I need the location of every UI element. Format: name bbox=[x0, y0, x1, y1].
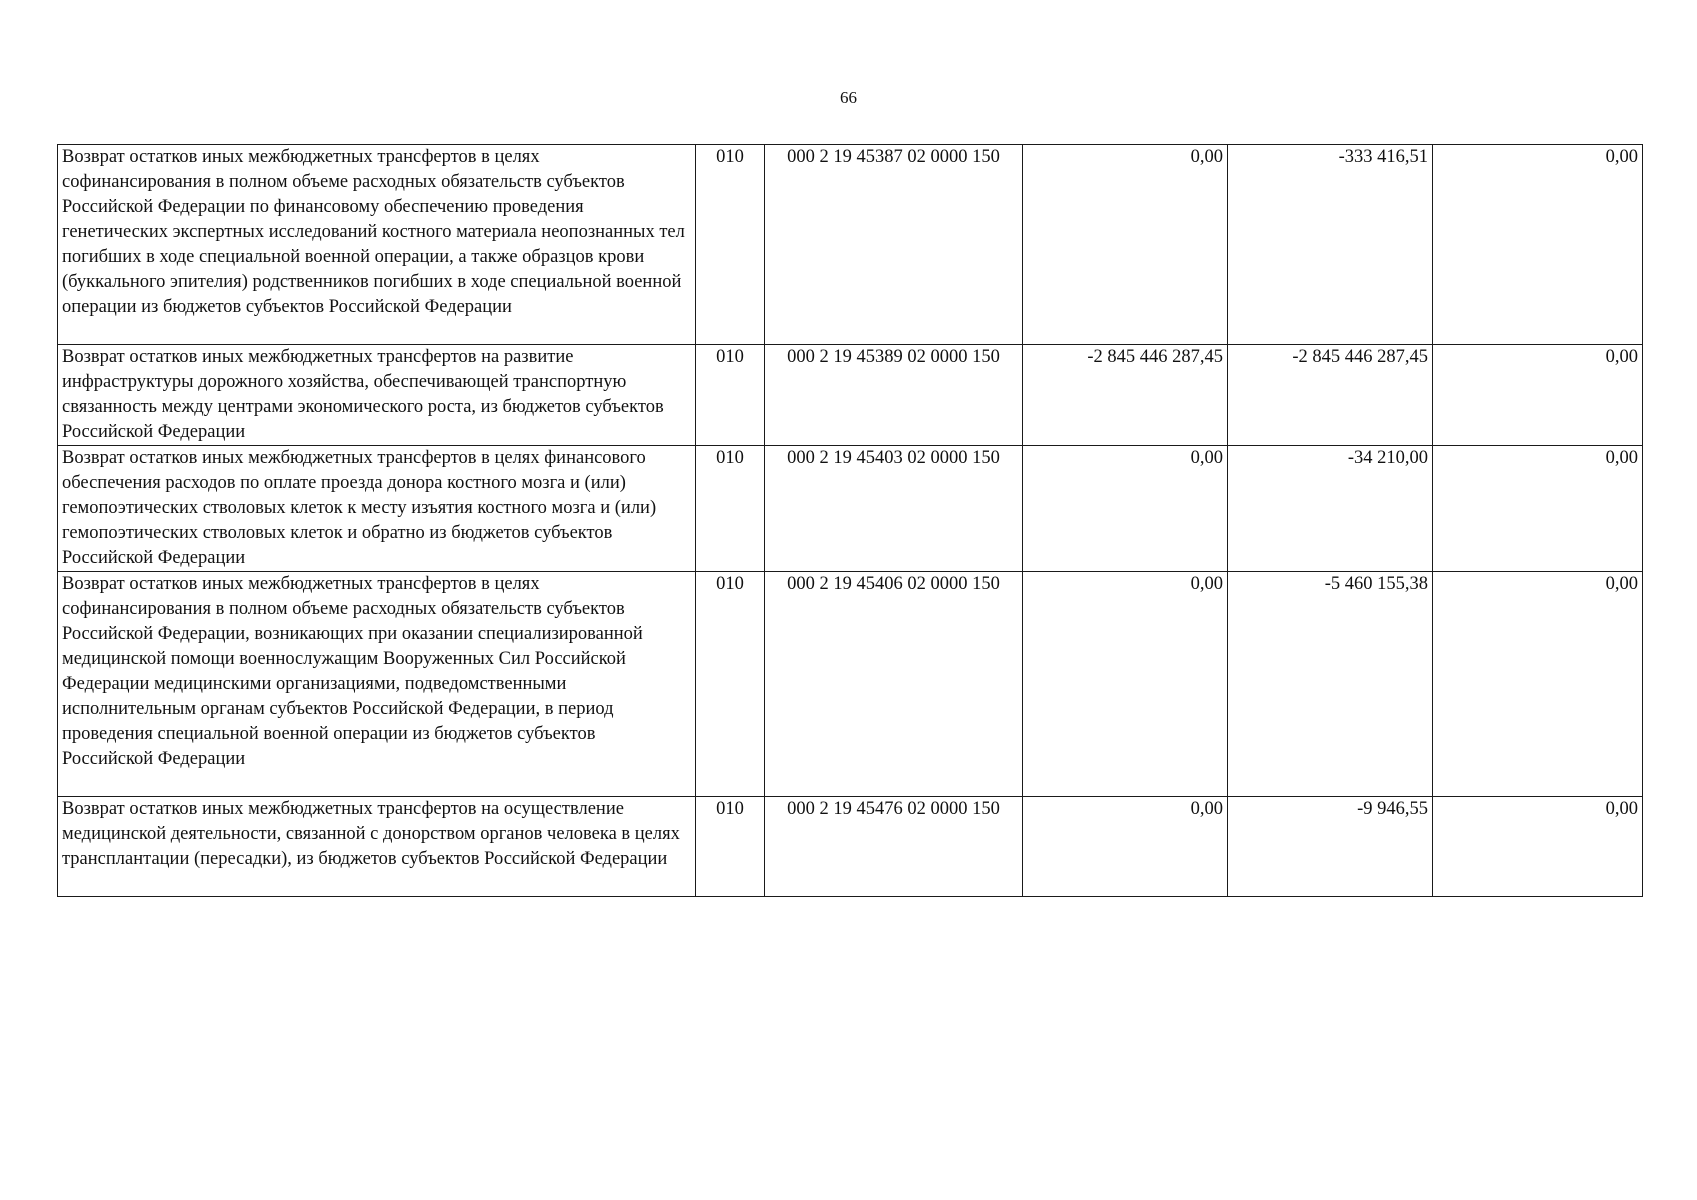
table-row bbox=[58, 446, 1643, 572]
row-admin-code: 010 bbox=[696, 797, 765, 897]
row-value-2: -5 460 155,38 bbox=[1228, 572, 1433, 797]
row-name: Возврат остатков иных межбюджетных трансфертов в целях финансового обеспечения расходов по оплате проезда донора костного мозга и (или) гемопоэтических стволовых клеток к месту изъятия костного мозга и (или) гемопоэтических стволовых клеток и обратно из бюджетов субъектов Российской Федерации bbox=[58, 446, 696, 572]
row-budget-code: 000 2 19 45476 02 0000 150 bbox=[765, 797, 1023, 897]
row-value-1: 0,00 bbox=[1023, 145, 1228, 345]
row-budget-code: 000 2 19 45389 02 0000 150 bbox=[765, 345, 1023, 446]
row-name: Возврат остатков иных межбюджетных трансфертов на развитие инфраструктуры дорожного хозяйства, обеспечивающей транспортную связанность между центрами экономического роста, из бюджетов субъектов Российской Федерации bbox=[58, 345, 696, 446]
row-value-1: 0,00 bbox=[1023, 446, 1228, 572]
row-name: Возврат остатков иных межбюджетных трансфертов на осуществление медицинской деятельности, связанной с донорством органов человека в целях трансплантации (пересадки), из бюджетов субъектов Российской Федерации bbox=[58, 797, 696, 897]
row-value-1: 0,00 bbox=[1023, 572, 1228, 797]
row-value-3: 0,00 bbox=[1433, 446, 1643, 572]
row-value-2: -34 210,00 bbox=[1228, 446, 1433, 572]
row-name: Возврат остатков иных межбюджетных трансфертов в целях софинансирования в полном объеме расходных обязательств субъектов Российской Федерации, возникающих при оказании специализированной медицинской помощи военнослужащим Вооруженных Сил Российской Федерации медицинскими организациями, подведомственными исполнительным органам субъектов Российской Федерации, в период проведения специальной военной операции из бюджетов субъектов Российской Федерации bbox=[58, 572, 696, 797]
row-value-1: 0,00 bbox=[1023, 797, 1228, 897]
row-value-3: 0,00 bbox=[1433, 345, 1643, 446]
row-admin-code: 010 bbox=[696, 572, 765, 797]
row-value-3: 0,00 bbox=[1433, 797, 1643, 897]
row-value-3: 0,00 bbox=[1433, 572, 1643, 797]
row-budget-code: 000 2 19 45403 02 0000 150 bbox=[765, 446, 1023, 572]
row-value-1: -2 845 446 287,45 bbox=[1023, 345, 1228, 446]
row-admin-code: 010 bbox=[696, 145, 765, 345]
row-value-2: -333 416,51 bbox=[1228, 145, 1433, 345]
row-value-2: -9 946,55 bbox=[1228, 797, 1433, 897]
row-name: Возврат остатков иных межбюджетных трансфертов в целях софинансирования в полном объеме расходных обязательств субъектов Российской Федерации по финансовому обеспечению проведения генетических экспертных исследований костного материала неопознанных тел погибших в ходе специальной военной операции, а также образцов крови (буккального эпителия) родственников погибших в ходе специальной военной операции из бюджетов субъектов Российской Федерации bbox=[58, 145, 696, 345]
page-number: 66 bbox=[840, 88, 857, 107]
row-admin-code: 010 bbox=[696, 345, 765, 446]
row-value-3: 0,00 bbox=[1433, 145, 1643, 345]
row-admin-code: 010 bbox=[696, 446, 765, 572]
row-value-2: -2 845 446 287,45 bbox=[1228, 345, 1433, 446]
budget-table bbox=[57, 144, 1643, 897]
table-row bbox=[58, 145, 1643, 345]
table-row bbox=[58, 797, 1643, 897]
table-row bbox=[58, 345, 1643, 446]
table-row bbox=[58, 572, 1643, 797]
row-budget-code: 000 2 19 45387 02 0000 150 bbox=[765, 145, 1023, 345]
row-budget-code: 000 2 19 45406 02 0000 150 bbox=[765, 572, 1023, 797]
